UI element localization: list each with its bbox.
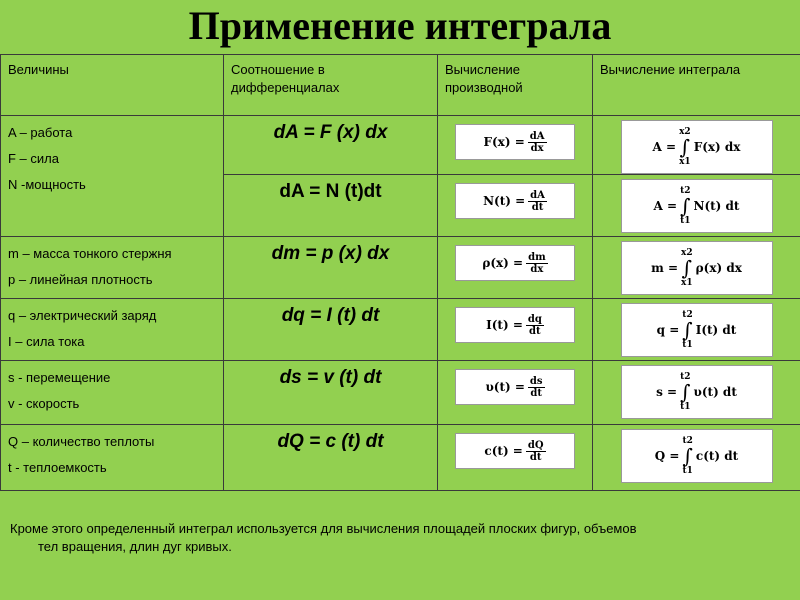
quantities-cell xyxy=(1,116,224,237)
relation-cell: ds = v (t) dt xyxy=(224,361,438,425)
table-row xyxy=(1,237,800,299)
quantity-label: F – сила xyxy=(8,151,59,166)
footer-line: Кроме этого определенный интеграл используется для вычисления площадей плоских фигур, объемов xyxy=(10,521,637,536)
quantity-label: v - скорость xyxy=(8,396,80,411)
quantities-cell xyxy=(1,425,224,491)
page-title: Применение интеграла xyxy=(188,3,612,48)
quantities-cell xyxy=(1,361,224,425)
quantity-label: N -мощность xyxy=(8,177,86,192)
table-header-row xyxy=(1,55,800,116)
application-table xyxy=(0,54,800,491)
relation-cell: dm = p (x) dx xyxy=(224,237,438,299)
derivative-cell xyxy=(438,425,593,491)
integral-cell xyxy=(593,299,800,361)
integral-formula: q = t2 ∫ t1 I(t) dt xyxy=(621,303,773,357)
integral-formula: s = t2 ∫ t1 υ(t) dt xyxy=(621,365,773,419)
integral-cell xyxy=(593,361,800,425)
derivative-cell xyxy=(438,175,593,237)
derivative-cell xyxy=(438,299,593,361)
derivative-formula: υ(t) = $\frac{ds}{dt}$ xyxy=(455,369,575,405)
derivative-cell xyxy=(438,237,593,299)
derivative-cell xyxy=(438,116,593,175)
table-row xyxy=(1,116,800,175)
table-row xyxy=(1,299,800,361)
integral-cell xyxy=(593,425,800,491)
derivative-formula: c(t) = $\frac{dQ}{dt}$ xyxy=(455,433,575,469)
derivative-cell xyxy=(438,361,593,425)
derivative-formula: I(t) = $\frac{dq}{dt}$ xyxy=(455,307,575,343)
table-row xyxy=(1,425,800,491)
quantity-label: m – масса тонкого стержня xyxy=(8,246,172,261)
relation-cell: dq = I (t) dt xyxy=(224,299,438,361)
header-derivative: Вычисление производной xyxy=(438,55,593,116)
quantities-cell xyxy=(1,237,224,299)
derivative-formula: N(t) = $\frac{dA}{dt}$ xyxy=(455,183,575,219)
quantity-label: I – сила тока xyxy=(8,334,85,349)
footer-text xyxy=(10,520,795,556)
integral-formula: m = x2 ∫ x1 ρ(x) dx xyxy=(621,241,773,295)
header-quantities: Величины xyxy=(1,55,224,116)
integral-cell xyxy=(593,175,800,237)
relation-cell: dA = N (t)dt xyxy=(224,175,438,237)
quantity-label: s - перемещение xyxy=(8,370,111,385)
integral-formula: Q = t2 ∫ t1 c(t) dt xyxy=(621,429,773,483)
derivative-formula: ρ(x) = $\frac{dm}{dx}$ xyxy=(455,245,575,281)
integral-formula: A = t2 ∫ t1 N(t) dt xyxy=(621,179,773,233)
footer-line: тел вращения, длин дуг кривых. xyxy=(38,539,232,554)
integral-formula: A = x2 ∫ x1 F(x) dx xyxy=(621,120,773,174)
quantity-label: p – линейная плотность xyxy=(8,272,153,287)
quantity-label: t - теплоемкость xyxy=(8,460,107,475)
relation-cell: dQ = c (t) dt xyxy=(224,425,438,491)
integral-cell xyxy=(593,116,800,175)
table-row xyxy=(1,361,800,425)
relation-cell: dA = F (x) dx xyxy=(224,116,438,175)
quantities-cell xyxy=(1,299,224,361)
quantity-label: q – электрический заряд xyxy=(8,308,157,323)
derivative-formula: F(x) = $\frac{dA}{dx}$ xyxy=(455,124,575,160)
quantity-label: Q – количество теплоты xyxy=(8,434,155,449)
integral-cell xyxy=(593,237,800,299)
header-integral: Вычисление интеграла xyxy=(593,55,800,116)
header-relation: Соотношение в дифференциалах xyxy=(224,55,438,116)
quantity-label: A – работа xyxy=(8,125,73,140)
